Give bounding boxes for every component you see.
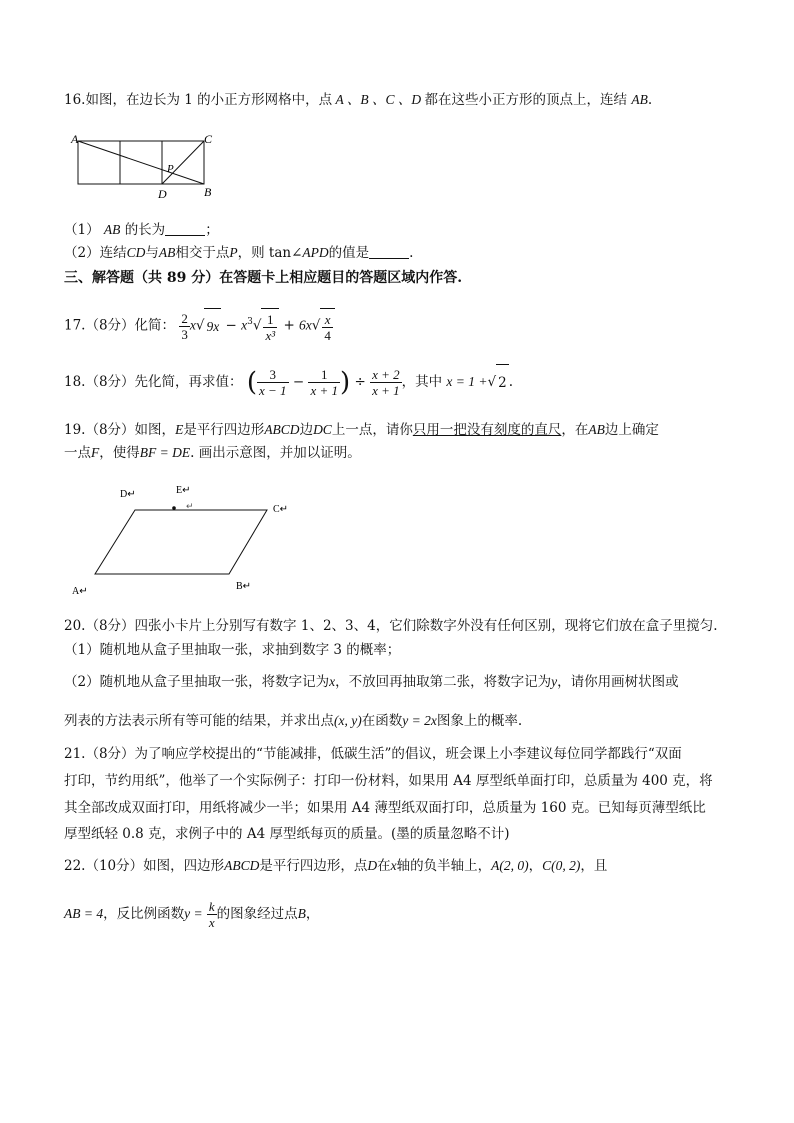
q19-parallelogram-figure: [64, 482, 304, 598]
section-3-heading: 三、解答题（共 89 分）在答题卡上相应题目的答题区域内作答.: [64, 270, 463, 286]
q22-line1: 22.（10分）如图，四边形ABCD是平行四边形，点D在x轴的负半轴上，A(2, 0)，C(0, 2)，且: [64, 858, 608, 874]
q19-label-c: C↵: [273, 504, 289, 515]
q16-grid-figure: [64, 128, 224, 206]
q22-line2: AB = 4，反比例函数y = $\frac{k}{x}$ 的图象经过点B，: [64, 899, 320, 930]
q19-label-e: E↵: [176, 485, 191, 496]
q16-stem: 16.如图，在边长为 1 的小正方形网格中，点 A 、B 、C 、D 都在这些小正方形的顶点上，连结 AB.: [64, 92, 653, 108]
q20-sub1: （1）随机地从盒子里抽取一张，求抽到数字 3 的概率；: [64, 642, 401, 658]
q16-label-b: B: [204, 185, 212, 199]
q21-line2: 打印，节约用纸”，他举了一个实际例子：打印一份材料，如果用 A4 厚型纸单面打印，总质量为 400 克，将: [64, 773, 713, 789]
q19-label-d: D↵: [120, 489, 136, 500]
q17: 17.（8分）化简： $\frac{2}{3}$ x√ $9x - x^3√$ $\frac{1}{\text{x³}}$ + 6x√ $\frac{x}{4}$: [64, 304, 335, 344]
q20-line1: 20.（8分）四张小卡片上分别写有数字 1、2、3、4，它们除数字外没有任何区别，现将它们放在盒子里搅匀.: [64, 618, 718, 634]
q19-line1: 19.（8分）如图，E是平行四边形ABCD边DC上一点，请你只用一把没有刻度的直尺，在AB边上确定: [64, 422, 659, 438]
answer-blank-1: [165, 221, 205, 236]
q21-line1: 21.（8分）为了响应学校提出的“节能减排，低碳生活”的倡议，班会课上小李建议每位同学都践行“双面: [64, 746, 682, 762]
q16-label-p: P: [167, 163, 174, 175]
q19-label-b: B↵: [236, 581, 252, 592]
q19-label-a: A↵: [72, 586, 88, 597]
q21-line4: 厚型纸轻 0.8 克，求例子中的 A4 厚型纸每页的质量。(墨的质量忽略不计): [64, 826, 510, 842]
q16-label-c: C: [204, 132, 213, 146]
q21-line3: 其全部改成双面打印，用纸将减少一半；如果用 A4 薄型纸双面打印，总质量为 160 克。已知每页薄型纸比: [64, 800, 706, 816]
q16-label-a: A: [71, 132, 79, 146]
q19-line2: 一点F，使得BF = DE. 画出示意图，并加以证明。: [64, 445, 361, 461]
q20-sub2: （2）随机地从盒子里抽取一张，将数字记为x，不放回再抽取第二张，将数字记为y，请你用画树状图或: [64, 674, 679, 690]
q19-return-mark: ↵: [186, 501, 194, 511]
q16-sub2: （2）连结CD与AB相交于点P，则 tan∠APD的值是 .: [64, 245, 414, 261]
q16-label-d: D: [158, 187, 167, 201]
answer-blank-2: [369, 244, 409, 259]
q20-line3: 列表的方法表示所有等可能的结果，并求出点(x, y)在函数y = 2x图象上的概率.: [64, 713, 523, 729]
q18: 18.（8分）先化简，再求值： ( $\frac{3}{x - 1}$ − $\frac{1}{x + 1}$ ) ÷ $\frac{x + 2}{x + 1}$ ，其中 x = 1 +√ 2 .: [64, 364, 513, 404]
q16-sub1: （1） AB 的长为 ；: [64, 222, 219, 238]
